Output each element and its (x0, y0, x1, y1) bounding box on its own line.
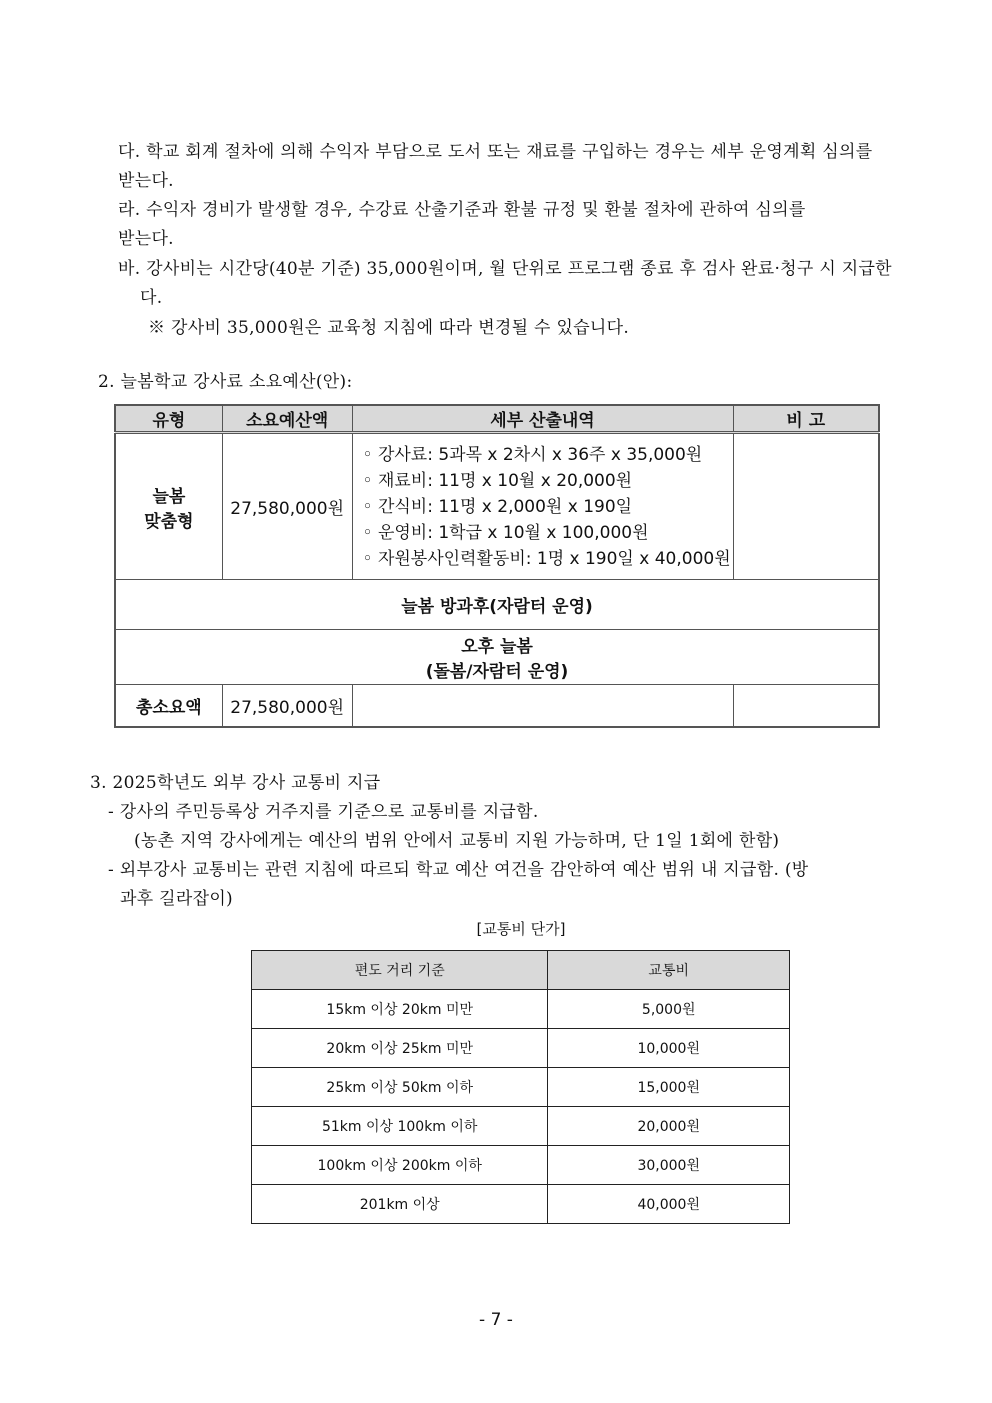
page-number: - 7 - (479, 1310, 513, 1330)
instructor-fee-note: ※ 강사비 35,000원은 교육청 지침에 따라 변경될 수 있습니다. (148, 318, 630, 338)
total-details-empty (352, 685, 733, 727)
distance-cell: 25km 이상 50km 이하 (252, 1068, 548, 1107)
header-type: 유형 (115, 405, 222, 433)
row-type-line2: 맞춤형 (144, 511, 194, 532)
section2-title: 2. 늘봄학교 강사료 소요예산(안): (98, 372, 353, 392)
table-row (252, 1146, 790, 1185)
merged-afternoon-cell (115, 630, 879, 685)
detail-item: ◦ 강사료: 5과목 x 2차시 x 36주 x 35,000원 (362, 444, 703, 465)
row-type-line1: 늘봄 (152, 486, 186, 507)
header-fee: 교통비 (548, 951, 790, 990)
paragraph-da-line2: 받는다. (118, 171, 174, 191)
total-label: 총소요액 (115, 685, 222, 727)
section3-line4: 과후 길라잡이) (120, 889, 233, 909)
budget-table-header (115, 405, 879, 433)
distance-cell: 15km 이상 20km 미만 (252, 990, 548, 1029)
paragraph-ba-line1: 바. 강사비는 시간당(40분 기준) 35,000원이며, 월 단위로 프로그램 종료 후 검사 완료·청구 시 지급한 (118, 259, 892, 279)
row-details-cell (352, 433, 733, 580)
section3-title: 3. 2025학년도 외부 강사 교통비 지급 (90, 773, 381, 793)
section3-line2: (농촌 지역 강사에게는 예산의 범위 안에서 교통비 지원 가능하며, 단 1일 1회에 한함) (134, 831, 780, 851)
table-row (252, 1107, 790, 1146)
total-note-empty (733, 685, 879, 727)
row-amount: 27,580,000원 (222, 433, 352, 580)
fee-cell: 15,000원 (548, 1068, 790, 1107)
paragraph-ra-line1: 라. 수익자 경비가 발생할 경우, 수강료 산출기준과 환불 규정 및 환불 절차에 관하여 심의를 (118, 200, 806, 220)
table-row (252, 1185, 790, 1224)
header-distance: 편도 거리 기준 (252, 951, 548, 990)
distance-cell: 20km 이상 25km 미만 (252, 1029, 548, 1068)
distance-cell: 51km 이상 100km 이하 (252, 1107, 548, 1146)
detail-item: ◦ 운영비: 1학급 x 10월 x 100,000원 (362, 522, 649, 543)
table-row (252, 990, 790, 1029)
budget-table (114, 404, 880, 728)
row-type-cell (115, 433, 222, 580)
header-details: 세부 산출내역 (352, 405, 733, 433)
section3-line1: - 강사의 주민등록상 거주지를 기준으로 교통비를 지급함. (108, 802, 539, 822)
header-amount: 소요예산액 (222, 405, 352, 433)
paragraph-ba (118, 255, 938, 313)
detail-item: ◦ 자원봉사인력활동비: 1명 x 190일 x 40,000원 (362, 548, 731, 569)
detail-list (353, 442, 733, 572)
transport-table-caption: [교통비 단가] (476, 920, 566, 938)
detail-item: ◦ 간식비: 11명 x 2,000원 x 190일 (362, 496, 633, 517)
paragraph-ra (118, 196, 938, 254)
table-row (252, 1068, 790, 1107)
transport-fee-table (251, 950, 790, 1224)
paragraph-da (118, 138, 938, 196)
budget-row-afterschool (115, 580, 879, 630)
merged-afternoon-line1: 오후 늘봄 (461, 637, 533, 657)
paragraph-ba-line2: 다. (140, 288, 163, 308)
fee-cell: 10,000원 (548, 1029, 790, 1068)
fee-cell: 20,000원 (548, 1107, 790, 1146)
merged-afternoon-line2: (돌봄/자람터 운영) (425, 662, 569, 682)
table-row (252, 1029, 790, 1068)
detail-item: ◦ 재료비: 11명 x 10월 x 20,000원 (362, 470, 633, 491)
fee-cell: 5,000원 (548, 990, 790, 1029)
fee-cell: 40,000원 (548, 1185, 790, 1224)
paragraph-da-line1: 다. 학교 회계 절차에 의해 수익자 부담으로 도서 또는 재료를 구입하는 경우는 세부 운영계획 심의를 (118, 142, 873, 162)
transport-table-header (252, 951, 790, 990)
budget-row-total (115, 685, 879, 727)
row-note (733, 433, 879, 580)
total-amount: 27,580,000원 (222, 685, 352, 727)
section3-line3: - 외부강사 교통비는 관련 지침에 따르되 학교 예산 여건을 감안하여 예산 범위 내 지급함. (방 (108, 860, 809, 880)
budget-row-custom (115, 433, 879, 580)
fee-cell: 30,000원 (548, 1146, 790, 1185)
distance-cell: 201km 이상 (252, 1185, 548, 1224)
paragraph-ra-line2: 받는다. (118, 229, 174, 249)
merged-afterschool: 늘봄 방과후(자람터 운영) (115, 580, 879, 630)
distance-cell: 100km 이상 200km 이하 (252, 1146, 548, 1185)
budget-row-afternoon (115, 630, 879, 685)
header-note: 비 고 (733, 405, 879, 433)
